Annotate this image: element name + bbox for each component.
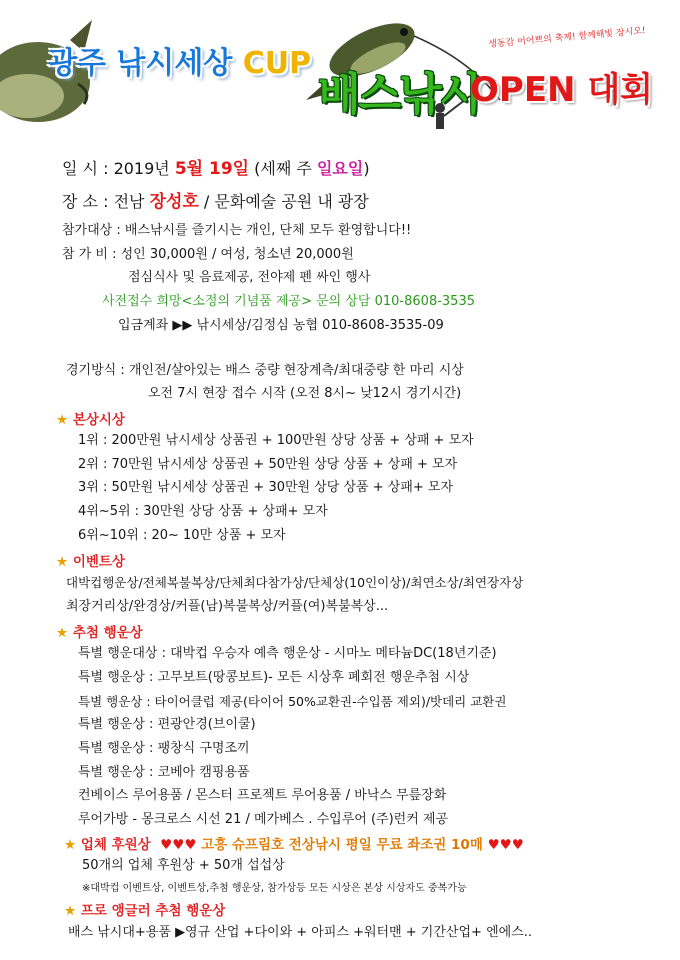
date-highlight: 5월 19일 xyxy=(174,159,250,179)
date-line: 일 시 : 2019년 5월 19일 (세째 주 일요일) xyxy=(62,159,370,179)
pro-angler-title: ★ 프로 앵글러 추첨 행운상 xyxy=(64,903,226,919)
main-prize-1: 1위 : 200만원 낚시세상 상품권 + 100만원 상당 상품 + 상패 + 모자 xyxy=(78,433,474,448)
banner-slogan: 생동감 어어쁘의 축제! 함께해빛 장시오! xyxy=(487,26,647,50)
main-prize-4: 4위~5위 : 30만원 상당 상품 + 상패+ 모자 xyxy=(78,504,328,519)
lunch-line: 점심식사 및 음료제공, 전야제 펜 싸인 행사 xyxy=(128,270,371,285)
star-icon: ★ xyxy=(56,412,69,428)
venue-label: 장 소 : xyxy=(62,192,114,211)
account-line: 입금계좌 ▶▶ 낚시세상/김정심 농협 010-8608-3535-09 xyxy=(118,318,444,333)
main-prize-title: ★ 본상시상 xyxy=(56,412,125,428)
pro-angler-line: 배스 낚시대+용품 ▶영규 산업 +다이와 + 아피스 +워터맨 + 기간산업+ 엔에스.. xyxy=(68,925,533,940)
star-icon: ★ xyxy=(56,554,69,570)
event-prize-line-2: 최장거리상/완경상/커플(남)복불복상/커플(여)복불복상... xyxy=(66,599,389,614)
main-prize-3: 3위 : 50만원 낚시세상 상품권 + 30만원 상당 상품 + 상패+ 모자 xyxy=(78,480,454,495)
register-line: 사전접수 희망<소정의 기념품 제공> 문의 상담 010-8608-3535 xyxy=(102,294,475,309)
banner-title-2: 배스낚시 xyxy=(318,69,481,120)
lucky-draw-line-6: 특별 행운상 : 코베아 캠핑용품 xyxy=(78,765,250,780)
lucky-draw-line-1: 특별 행운대상 : 대박컵 우승자 예측 행운상 - 시마노 메타늄DC(18년기준) xyxy=(78,646,497,661)
banner-title-3: OPEN 대회 xyxy=(470,70,654,110)
target-line: 참가대상 : 배스낚시를 즐기시는 개인, 단체 모두 환영합니다!! xyxy=(62,223,412,238)
banner xyxy=(0,0,680,150)
sponsor-title: ★ 업체 후원상 ♥♥♥ 고흥 슈프림호 전상낚시 평일 무료 좌조권 10매 ♥♥♥ xyxy=(64,837,524,853)
sponsor-line: 50개의 업체 후원상 + 50개 섭섭상 xyxy=(82,858,285,873)
venue-line: 장 소 : 전남 장성호 / 문화예술 공원 내 광장 xyxy=(62,192,369,212)
time-line: 오전 7시 현장 접수 시작 (오전 8시~ 낮12시 경기시간) xyxy=(148,386,462,401)
date-label: 일 시 : xyxy=(62,159,114,178)
hearts-left-icon: ♥♥♥ xyxy=(160,837,197,853)
lucky-draw-line-2: 특별 행운상 : 고무보트(땅콩보트)- 모든 시상후 폐회전 행운추첨 시상 xyxy=(78,670,470,685)
main-prize-2: 2위 : 70만원 낚시세상 상품권 + 50만원 상당 상품 + 상패 + 모자 xyxy=(78,457,458,472)
lucky-draw-line-5: 특별 행운상 : 팽창식 구명조끼 xyxy=(78,741,250,756)
hearts-right-icon: ♥♥♥ xyxy=(487,837,524,853)
main-prize-5: 6위~10위 : 20~ 10만 상품 + 모자 xyxy=(78,528,286,543)
sponsor-highlight: 고흥 슈프림호 전상낚시 평일 무료 좌조권 10매 xyxy=(201,837,483,853)
date-day: 일요일 xyxy=(316,159,364,178)
star-icon: ★ xyxy=(64,903,77,919)
fee-line: 참 가 비 : 성인 30,000원 / 여성, 청소년 20,000원 xyxy=(62,247,354,262)
event-prize-title: ★ 이벤트상 xyxy=(56,554,125,570)
lucky-draw-line-8: 루어가방 - 몽크로스 시선 21 / 메가베스 . 수입루어 (주)런커 제공 xyxy=(78,812,449,827)
banner-title-1: 광주 낚시세상 CUP xyxy=(48,46,312,81)
star-icon: ★ xyxy=(64,837,77,853)
lucky-draw-line-4: 특별 행운상 : 편광안경(브이쿨) xyxy=(78,717,256,732)
lucky-draw-line-3: 특별 행운상 : 타이어클럽 제공(타이어 50%교환권-수입품 제외)/밧데리 교환권 xyxy=(78,694,507,709)
event-prize-line-1: 대박컵행운상/전체복불복상/단체최다참가상/단체상(10인이상)/최연소상/최연장자상 xyxy=(66,575,524,590)
method-line: 경기방식 : 개인전/살아있는 배스 중량 현장계측/최대중량 한 마리 시상 xyxy=(66,363,464,378)
lucky-draw-line-7: 컨베이스 루어용품 / 몬스터 프로젝트 루어용품 / 바낙스 무릎장화 xyxy=(78,788,447,803)
star-icon: ★ xyxy=(56,625,69,641)
lucky-draw-title: ★ 추첨 행운상 xyxy=(56,625,143,641)
sponsor-note: ※대박컵 이벤트상, 이벤트상,추첨 행운상, 참가상등 모든 시상은 본상 시상자도 중복가능 xyxy=(82,883,467,894)
venue-highlight: 장성호 xyxy=(149,192,199,212)
